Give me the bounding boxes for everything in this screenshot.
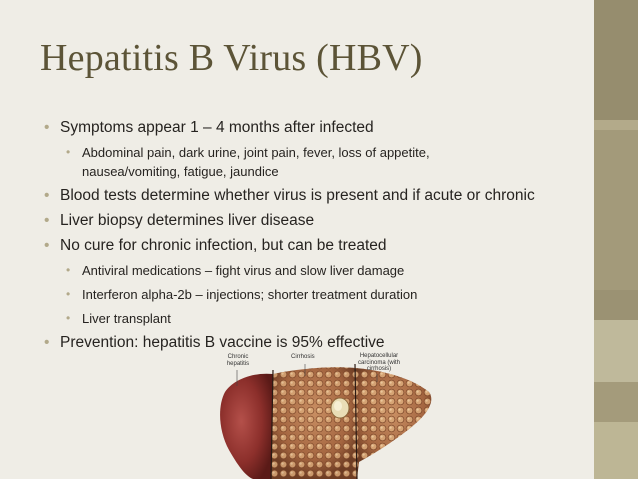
bullet-text: Symptoms appear 1 – 4 months after infected	[60, 119, 374, 136]
bullet-text: Blood tests determine whether virus is present and if acute or chronic	[60, 187, 535, 204]
bullet-item	[44, 236, 584, 256]
label-chronic-hepatitis: Chronic hepatitis	[226, 354, 250, 367]
sub-bullet-text: Liver transplant	[82, 311, 171, 326]
liver-illustration	[207, 352, 452, 479]
bullet-dot-icon: •	[44, 187, 50, 204]
sub-bullet-text: Abdominal pain, dark urine, joint pain, fever, loss of appetite, nausea/vomiting, fatigue, jaundice	[82, 145, 430, 179]
label-hepatocellular-carcinoma: Hepatocellular carcinoma (with cirrhosis)	[357, 353, 400, 372]
bullet-text: No cure for chronic infection, but can be treated	[60, 237, 387, 254]
bullet-list	[44, 118, 584, 358]
bullet-dot-icon: •	[66, 311, 71, 325]
bullet-dot-icon: •	[44, 212, 50, 229]
bullet-item	[44, 186, 584, 206]
bullet-item	[44, 333, 584, 353]
bullet-dot-icon: •	[44, 237, 50, 254]
bullet-item	[44, 118, 584, 138]
bullet-dot-icon: •	[66, 145, 71, 159]
decorative-side-stripe	[594, 0, 638, 479]
sub-bullet-text: Interferon alpha-2b – injections; shorter treatment duration	[82, 287, 418, 302]
label-cirrhosis: Cirrhosis	[291, 354, 315, 360]
bullet-dot-icon: •	[66, 287, 71, 301]
sub-bullet-item	[66, 309, 584, 328]
sub-bullet-item	[66, 261, 584, 280]
bullet-item	[44, 211, 584, 231]
liver-disease-stages-icon	[207, 352, 452, 479]
bullet-text: Liver biopsy determines liver disease	[60, 212, 315, 229]
sub-bullet-item	[66, 285, 584, 304]
bullet-dot-icon: •	[66, 263, 71, 277]
sub-bullet-item	[66, 143, 584, 181]
bullet-dot-icon: •	[44, 334, 50, 351]
slide-title: Hepatitis B Virus (HBV)	[40, 37, 423, 79]
sub-bullet-text: Antiviral medications – fight virus and slow liver damage	[82, 263, 405, 278]
bullet-dot-icon: •	[44, 119, 50, 136]
bullet-text: Prevention: hepatitis B vaccine is 95% effective	[60, 334, 385, 351]
